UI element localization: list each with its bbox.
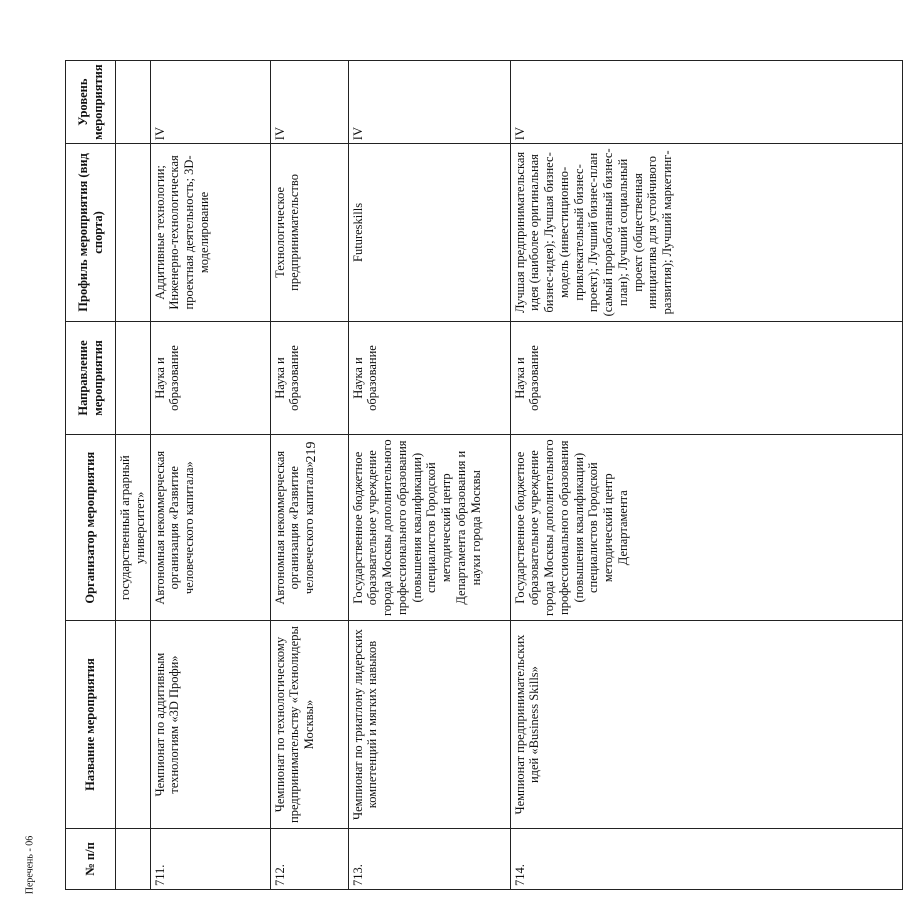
cell-profile: Технологическое предпринимательство [270, 144, 348, 321]
header-direction: Направление мероприятия [66, 321, 116, 435]
cell-level: IV [348, 61, 510, 144]
cell-organizer: Автономная некоммерческая организация «Развитие человеческого капитала» [270, 435, 348, 621]
footer-label: Перечень - 06 [24, 835, 36, 895]
cell-organizer: государственный аграрный университет» [116, 435, 151, 621]
cell-organizer: Автономная некоммерческая организация «Развитие человеческого капитала» [150, 435, 270, 621]
cell-level [116, 61, 151, 144]
cell-name: Чемпионат по триатлону лидерских компетенций и мягких навыков [348, 621, 510, 829]
cell-num [116, 829, 151, 890]
cell-profile: Лучшая предпринимательская идея (наиболее оригинальная бизнес-идея); Лучшая бизнес-модель (инвестиционно-привлекательный бизнес-проект); Лучший бизнес-план (самый проработанный бизнес-план); Лучший социальный проект (общественная инициатива для устойчивого развития); Лучший маркетинг- [510, 144, 902, 321]
page-number: 219 [304, 441, 319, 463]
header-organizer: Организатор мероприятия [66, 435, 116, 621]
cell-name: Чемпионат предпринимательских идей «Business Skills» [510, 621, 902, 829]
header-num: № п/п [66, 829, 116, 890]
cell-level: IV [270, 61, 348, 144]
table-header-row [66, 61, 116, 890]
cell-profile: Аддитивные технологии; Инженерно-технологическая проектная деятельность; 3D-моделирование [150, 144, 270, 321]
cell-level: IV [150, 61, 270, 144]
cell-name: Чемпионат по технологическому предпринимательству «Технолидеры Москвы» [270, 621, 348, 829]
cell-profile: Futureskills [348, 144, 510, 321]
table-row [348, 61, 510, 890]
table-row [270, 61, 348, 890]
cell-num: 714. [510, 829, 902, 890]
cell-num: 711. [150, 829, 270, 890]
events-table [65, 60, 903, 890]
continuation-row [116, 61, 151, 890]
events-table-wrapper [65, 60, 674, 890]
cell-organizer: Государственное бюджетное образовательное учреждение города Москвы дополнительного профессионального образования (повышения квалификации) специалистов Городской методический центр Департамента [510, 435, 902, 621]
cell-direction: Наука и образование [150, 321, 270, 435]
table-row [510, 61, 902, 890]
cell-direction: Наука и образование [270, 321, 348, 435]
cell-name: Чемпионат по аддитивным технологиям «3D Профи» [150, 621, 270, 829]
cell-num: 712. [270, 829, 348, 890]
cell-direction: Наука и образование [348, 321, 510, 435]
cell-level: IV [510, 61, 902, 144]
cell-direction [116, 321, 151, 435]
header-level: Уровень мероприятия [66, 61, 116, 144]
cell-name [116, 621, 151, 829]
cell-num: 713. [348, 829, 510, 890]
header-name: Название мероприятия [66, 621, 116, 829]
table-row [150, 61, 270, 890]
cell-organizer: Государственное бюджетное образовательное учреждение города Москвы дополнительного профессионального образования (повышения квалификации) специалистов Городской методический центр Департамента образования и науки города Москвы [348, 435, 510, 621]
header-profile: Профиль мероприятия (вид спорта) [66, 144, 116, 321]
cell-direction: Наука и образование [510, 321, 902, 435]
cell-profile [116, 144, 151, 321]
